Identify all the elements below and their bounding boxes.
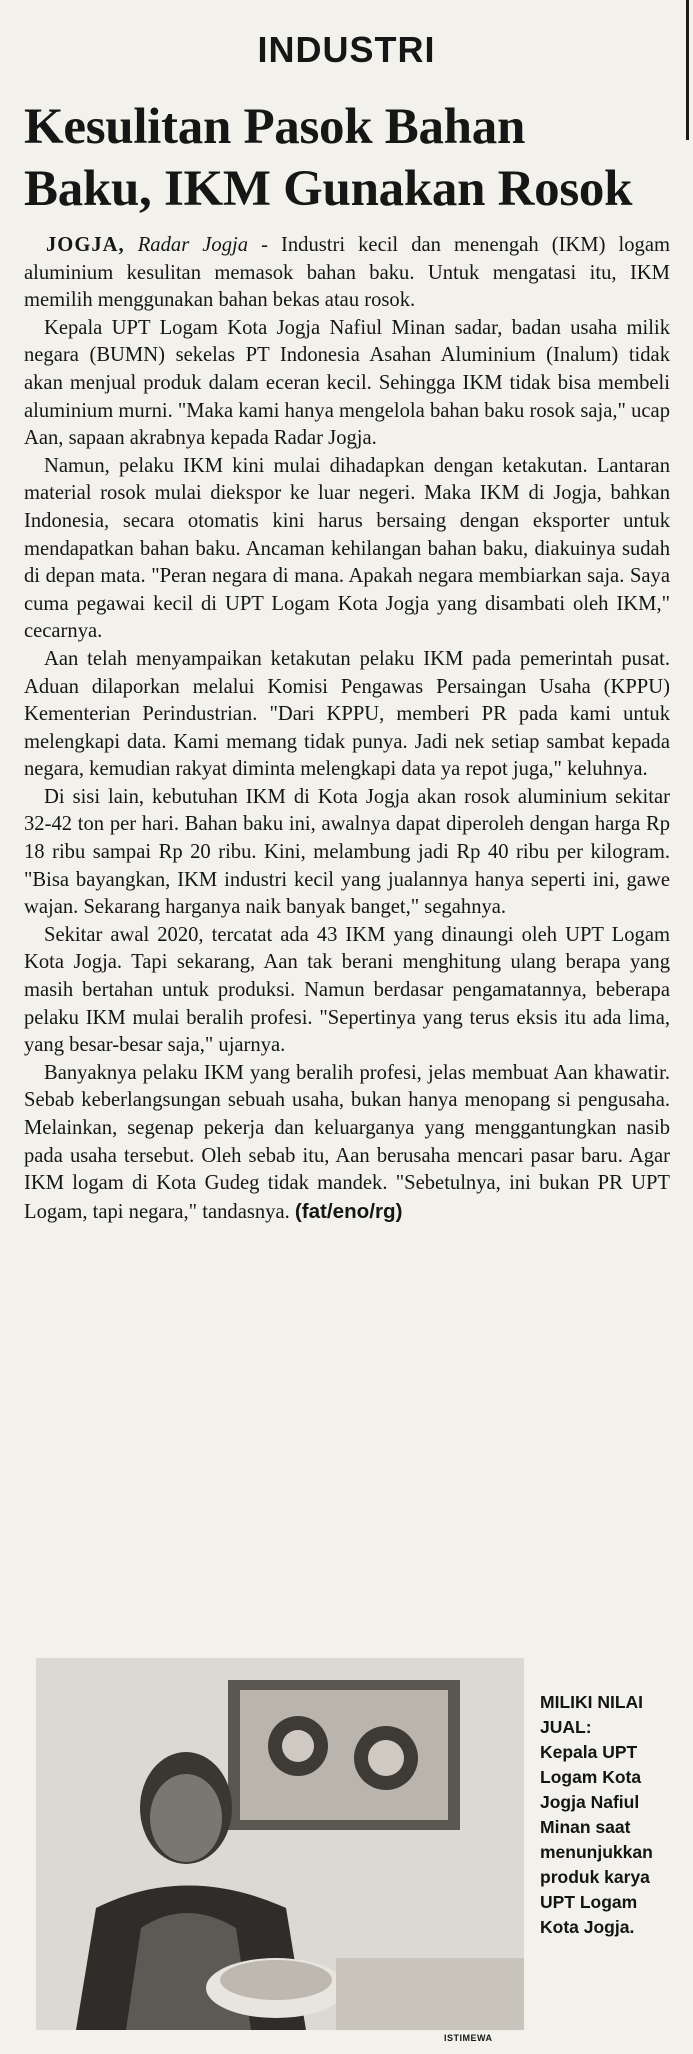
caption-text: Kepala UPT Logam Kota Jogja Nafiul Minan saat menunjukkan produk karya UPT Logam Kota Jogja. [540, 1742, 653, 1937]
section-kicker: INDUSTRI [257, 29, 436, 70]
caption-lead: MILIKI NILAI JUAL: [540, 1692, 644, 1737]
article-paragraph: Sekitar awal 2020, tercatat ada 43 IKM yang dinaungi oleh UPT Logam Kota Jogja. Tapi sekarang, Aan tak berani menghitung ulang berapa yang masih bertahan untuk produksi. Namun berdasar pengamatannya, beberapa pelaku IKM mulai beralih profesi. "Sepertinya yang terus eksis itu ada lima, yang besar-besar saja," ujarnya. [24, 923, 670, 1057]
author-credit: (fat/eno/rg) [294, 1199, 403, 1223]
headline [24, 96, 674, 220]
article-paragraph: Namun, pelaku IKM kini mulai dihadapkan dengan ketakutan. Lantaran material rosok mulai diekspor ke luar negeri. Maka IKM di Jogja, bahkan Indonesia, secara otomatis kini harus bersaing dengan eksporter untuk mendapatkan bahan baku. Ancaman kehilangan bahan baku, diakuinya sudah di depan mata. "Peran negara di mana. Apakah negara membiarkan saja. Saya cuma pegawai kecil di UPT Logam Kota Jogja yang disambati oleh IKM," cecarnya. [24, 454, 670, 643]
dateline: JOGJA, [46, 234, 125, 256]
article-paragraph: Di sisi lain, kebutuhan IKM di Kota Jogja akan rosok aluminium sekitar 32-42 ton per hari. Bahan baku ini, awalnya dapat diperoleh dengan harga Rp 18 ribu sampai Rp 20 ribu. Kini, melambung jadi Rp 40 ribu per kilogram. "Bisa bayangkan, IKM industri kecil yang jualannya hanya seperti ini, gawe wajan. Sekarang harganya naik banyak banget," segahnya. [24, 785, 670, 919]
photo-credit: ISTIMEWA [444, 2033, 493, 2043]
article-paragraph [24, 1060, 670, 1227]
column-rule [686, 0, 689, 140]
headline-line-2: Baku, IKM Gunakan Rosok [24, 161, 633, 217]
source-name: Radar Jogja [137, 234, 249, 256]
article-body [24, 232, 670, 1226]
article-paragraph: Kepala UPT Logam Kota Jogja Nafiul Minan sadar, badan usaha milik negara (BUMN) sekelas PT Indonesia Asahan Aluminium (Inalum) tidak akan menjual produk dalam eceran kecil. Sehingga IKM tidak bisa membeli aluminium murni. "Maka kami hanya mengelola bahan baku rosok saja," ucap Aan, sapaan akrabnya kepada Radar Jogja. [24, 316, 670, 450]
paragraph-text: - Industri kecil dan menengah (IKM) logam aluminium kesulitan memasok bahan baku. Untuk mengatasi itu, IKM memilih menggunakan bahan bekas atau rosok. [24, 234, 670, 312]
article-paragraph: Aan telah menyampaikan ketakutan pelaku IKM pada pemerintah pusat. Aduan dilaporkan melalui Komisi Pengawas Persaingan Usaha (KPPU) Kementerian Perindustrian. "Dari KPPU, memberi PR pada kami untuk melengkapi data. Kami memang tidak punya. Jadi nek setiap sambat kepada negara, kemudian rakyat diminta melengkapi data ya repot juga," keluhnya. [24, 647, 670, 781]
photo-caption [540, 1690, 680, 1940]
article-paragraph [24, 232, 670, 315]
headline-line-1: Kesulitan Pasok Bahan [24, 99, 526, 155]
photo-illustration [36, 1658, 524, 2030]
paragraph-text: Banyaknya pelaku IKM yang beralih profesi, jelas membuat Aan khawatir. Sebab keberlangsungan sebuah usaha, bukan hanya menopang si pengusaha. Melainkan, segenap pekerja dan keluarganya yang menggantungkan nasib pada usaha tersebut. Oleh sebab itu, Aan berusaha mencari pasar baru. Agar IKM logam di Kota Gudeg tidak mandek. "Sebetulnya, ini bukan PR UPT Logam, tapi negara," tandasnya. [24, 1061, 670, 1223]
article-photo [36, 1658, 524, 2030]
